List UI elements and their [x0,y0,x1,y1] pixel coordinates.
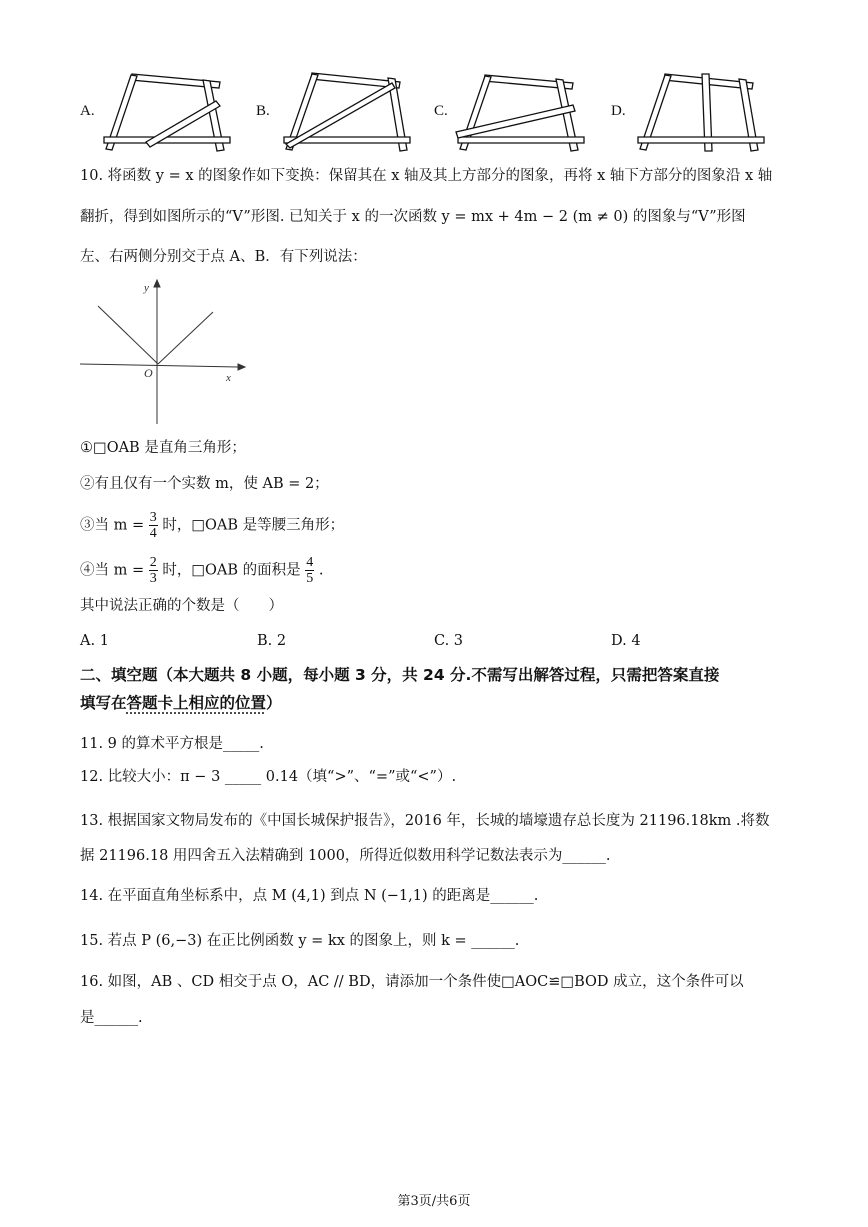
option-d-label: D. [611,103,626,119]
q10-line-3: 左、右两侧分别交于点 A、B．有下列说法： [80,249,367,265]
q10-question: 其中说法正确的个数是（ ） [80,598,283,614]
question-15: 15. 若点 P (6,−3) 在正比例函数 y = kx 的图象上，则 k = ______. [80,933,520,949]
statement-3: ③当 m = $\frac{3}{4}$ 时，□OAB 是等腰三角形； [80,510,345,541]
statement-4: ④当 m = $\frac{2}{3}$ 时，□OAB 的面积是 $\frac{4}{5}$ . [80,555,324,586]
q10-line-2: 翻折，得到如图所示的“V”形图. 已知关于 x 的一次函数 y = mx + 4m − 2 (m ≠ 0) 的图象与“V”形图 [80,209,746,225]
option-b-label: B. [256,103,270,119]
statement-1: ①□OAB 是直角三角形； [80,440,246,456]
option-c-label: C. [434,103,448,119]
choice-b: B. 2 [257,633,287,649]
question-13-line-2: 据 21196.18 用四舍五入法精确到 1000，所得近似数用科学记数法表示为______. [80,848,611,864]
question-12: 12. 比较大小：π − 3 _____ 0.14（填“>”、“=”或“<”）. [80,769,457,785]
x-axis-label: x [226,372,231,384]
section-2-heading-line-2: 填写在答题卡上相应的位置） [80,694,282,712]
v-shape-graph [78,278,248,426]
fraction-2-3: $\frac{2}{3}$ [149,555,157,586]
fraction-3-4: $\frac{3}{4}$ [149,510,157,541]
option-a-label: A. [80,103,95,119]
section-2-heading-line-1: 二、填空题（本大题共 8 小题，每小题 3 分，共 24 分.不需写出解答过程，只需把答案直接 [80,666,720,684]
choice-d: D. 4 [611,633,641,649]
question-11: 11. 9 的算术平方根是_____. [80,736,264,752]
question-16-line-1: 16. 如图，AB 、CD 相交于点 O，AC // BD，请添加一个条件使□AOC≌□BOD 成立，这个条件可以 [80,974,744,990]
page-footer: 第3页/共6页 [397,1194,471,1209]
question-13-line-1: 13. 根据国家文物局发布的《中国长城保护报告》，2016 年，长城的墙壕遗存总长度为 21196.18km .将数 [80,813,770,829]
option-c-figure [452,70,592,155]
option-b-figure [276,70,416,155]
option-a-figure [98,70,238,155]
choice-c: C. 3 [434,633,464,649]
choice-a: A. 1 [80,633,109,649]
statement-2: ②有且仅有一个实数 m，使 AB = 2； [80,476,329,492]
origin-label: O [144,366,153,380]
question-14: 14. 在平面直角坐标系中，点 M (4,1) 到点 N (−1,1) 的距离是______. [80,888,539,904]
question-16-line-2: 是______. [80,1010,143,1026]
y-axis-label: y [144,282,149,294]
fraction-4-5: $\frac{4}{5}$ [306,555,314,586]
q10-line-1: 10. 将函数 y = x 的图象作如下变换：保留其在 x 轴及其上方部分的图象，再将 x 轴下方部分的图象沿 x 轴 [80,168,773,184]
option-d-figure [632,70,772,155]
